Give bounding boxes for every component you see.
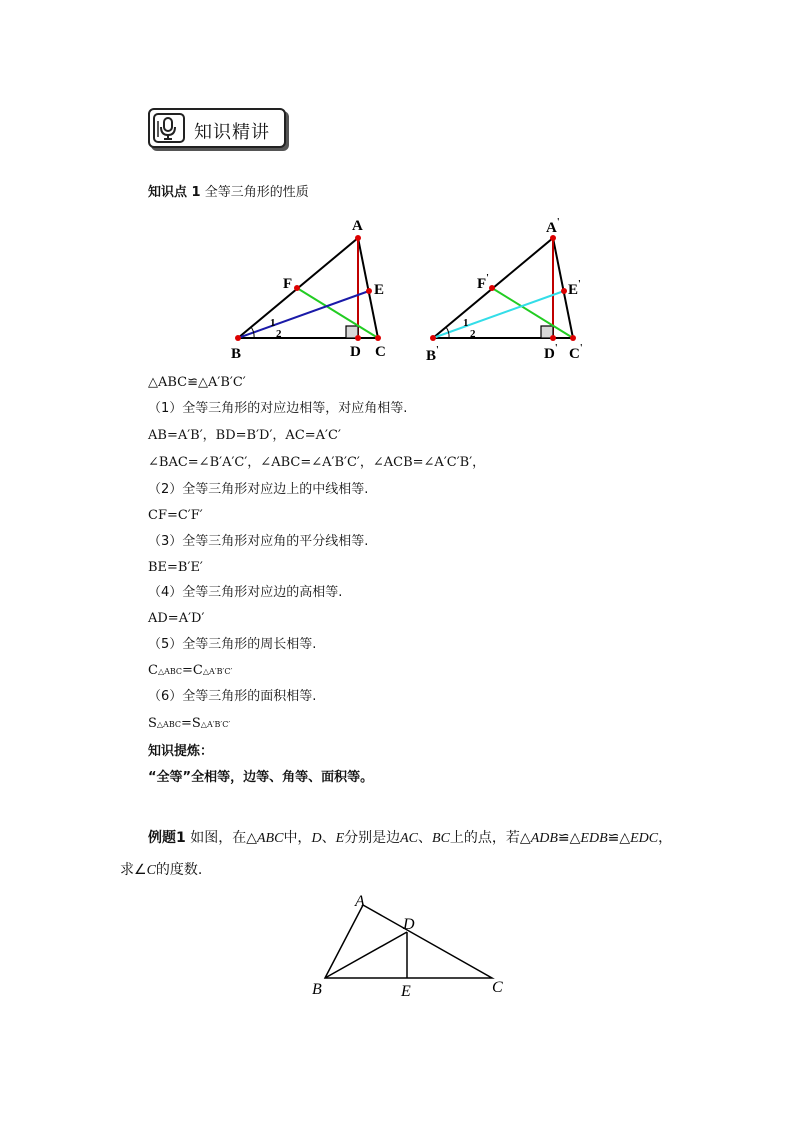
triangle-abc-prime: [426, 217, 583, 364]
property-3: （3）全等三角形对应角的平分线相等.: [148, 534, 369, 549]
ex-abc: ABC: [256, 831, 284, 846]
kp1-heading: [148, 185, 309, 201]
label-a-prime: A': [546, 217, 560, 236]
property-5-eq: [148, 663, 232, 680]
fig2-label-b: B: [312, 981, 322, 998]
example1-figure: [300, 888, 520, 1003]
property-1-angles: ∠BAC=∠B′A′C′，∠ABC=∠A′B′C′，∠ACB=∠A′C′B′，: [148, 455, 486, 470]
property-4-eq: AD=A′D′: [148, 611, 205, 626]
area-sub2: △A′B′C′: [200, 720, 231, 729]
fig2-label-e: E: [401, 983, 411, 1000]
label-b: B: [231, 346, 242, 362]
perimeter-c1: C: [148, 663, 158, 678]
label-angle1-prime: 1: [463, 317, 469, 329]
label-c: C: [375, 344, 386, 360]
refine-text: “全等”全相等，边等、角等、面积等。: [148, 770, 374, 785]
property-4: （4）全等三角形对应边的高相等.: [148, 585, 343, 600]
property-1-sides: AB=A′B′，BD=B′D′，AC=A′C′: [148, 428, 341, 443]
ex-t4: 分别是边: [344, 830, 401, 846]
label-e-prime: E': [568, 279, 581, 298]
ex-t7: ≌△: [557, 830, 581, 846]
point-c: [375, 335, 381, 341]
triangle-abc: [231, 218, 386, 362]
ex-e: E: [335, 831, 345, 846]
header-title: 知识精讲: [194, 122, 270, 143]
point-a: [355, 235, 361, 241]
congruence-statement: △ABC≌△A′B′C′: [148, 375, 246, 390]
point-d: [355, 335, 361, 341]
perimeter-c2: =C: [182, 663, 203, 678]
kp1-title: 全等三角形的性质: [204, 185, 309, 200]
ex-ac: AC: [400, 831, 419, 846]
ex-bc: BC: [432, 831, 450, 846]
property-5: （5）全等三角形的周长相等.: [148, 637, 317, 652]
ex-t5: 、: [418, 830, 433, 846]
fig2-label-d: D: [403, 916, 415, 933]
point-b-prime: [430, 335, 436, 341]
label-c-prime: C': [569, 343, 583, 362]
section-header: [148, 108, 286, 148]
point-f-prime: [489, 285, 495, 291]
point-d-prime: [550, 335, 556, 341]
area-s1: S: [148, 716, 157, 731]
example1-label: 例题1: [148, 830, 186, 846]
fig2-label-c: C: [492, 979, 503, 996]
fig2-label-a: A: [355, 893, 365, 910]
ex-t3: 、: [321, 830, 336, 846]
ex-edb: EDB: [580, 831, 608, 846]
ex-edc: EDC: [630, 831, 659, 846]
point-b: [235, 335, 241, 341]
property-6: （6）全等三角形的面积相等.: [148, 689, 317, 704]
label-angle2-prime: 2: [470, 328, 476, 340]
ex-t2: 中，: [283, 830, 312, 846]
point-e-prime: [561, 288, 567, 294]
point-f: [294, 285, 300, 291]
congruent-triangles-figure: [220, 210, 600, 370]
property-2-eq: CF=C′F′: [148, 508, 203, 523]
point-c-prime: [570, 335, 576, 341]
ex-l2b: 的度数.: [155, 862, 203, 878]
perimeter-sub2: △A′B′C′: [202, 667, 233, 676]
area-s2: =S: [180, 716, 201, 731]
label-d: D: [350, 344, 361, 360]
kp1-label: 知识点 1: [148, 185, 201, 200]
ex-t8: ≌△: [607, 830, 631, 846]
label-d-prime: D': [544, 343, 558, 362]
ex-t1: 如图，在△: [190, 830, 257, 846]
ex-c: C: [146, 863, 156, 878]
refine-label: 知识提炼：: [148, 744, 214, 759]
ex-t6: 上的点，若△: [449, 830, 531, 846]
perimeter-sub1: △ABC: [157, 667, 183, 676]
area-sub1: △ABC: [156, 720, 181, 729]
property-3-eq: BE=B′E′: [148, 560, 203, 575]
label-e: E: [374, 282, 385, 298]
ex-t9: ，: [658, 830, 673, 846]
microphone-icon: [153, 113, 185, 143]
ex-adb: ADB: [530, 831, 558, 846]
property-6-eq: [148, 716, 230, 733]
label-f-prime: F': [477, 273, 489, 292]
point-e: [366, 288, 372, 294]
example1-line1: [148, 829, 672, 848]
ex-l2a: 求∠: [120, 862, 147, 878]
property-2: （2）全等三角形对应边上的中线相等.: [148, 482, 369, 497]
label-f: F: [283, 276, 293, 292]
property-1: （1）全等三角形的对应边相等，对应角相等.: [148, 401, 408, 416]
ex-d: D: [311, 831, 322, 846]
label-angle1: 1: [270, 317, 276, 329]
label-angle2: 2: [276, 328, 282, 340]
label-a: A: [352, 218, 363, 234]
label-b-prime: B': [426, 345, 439, 364]
example1-line2: [120, 861, 202, 880]
